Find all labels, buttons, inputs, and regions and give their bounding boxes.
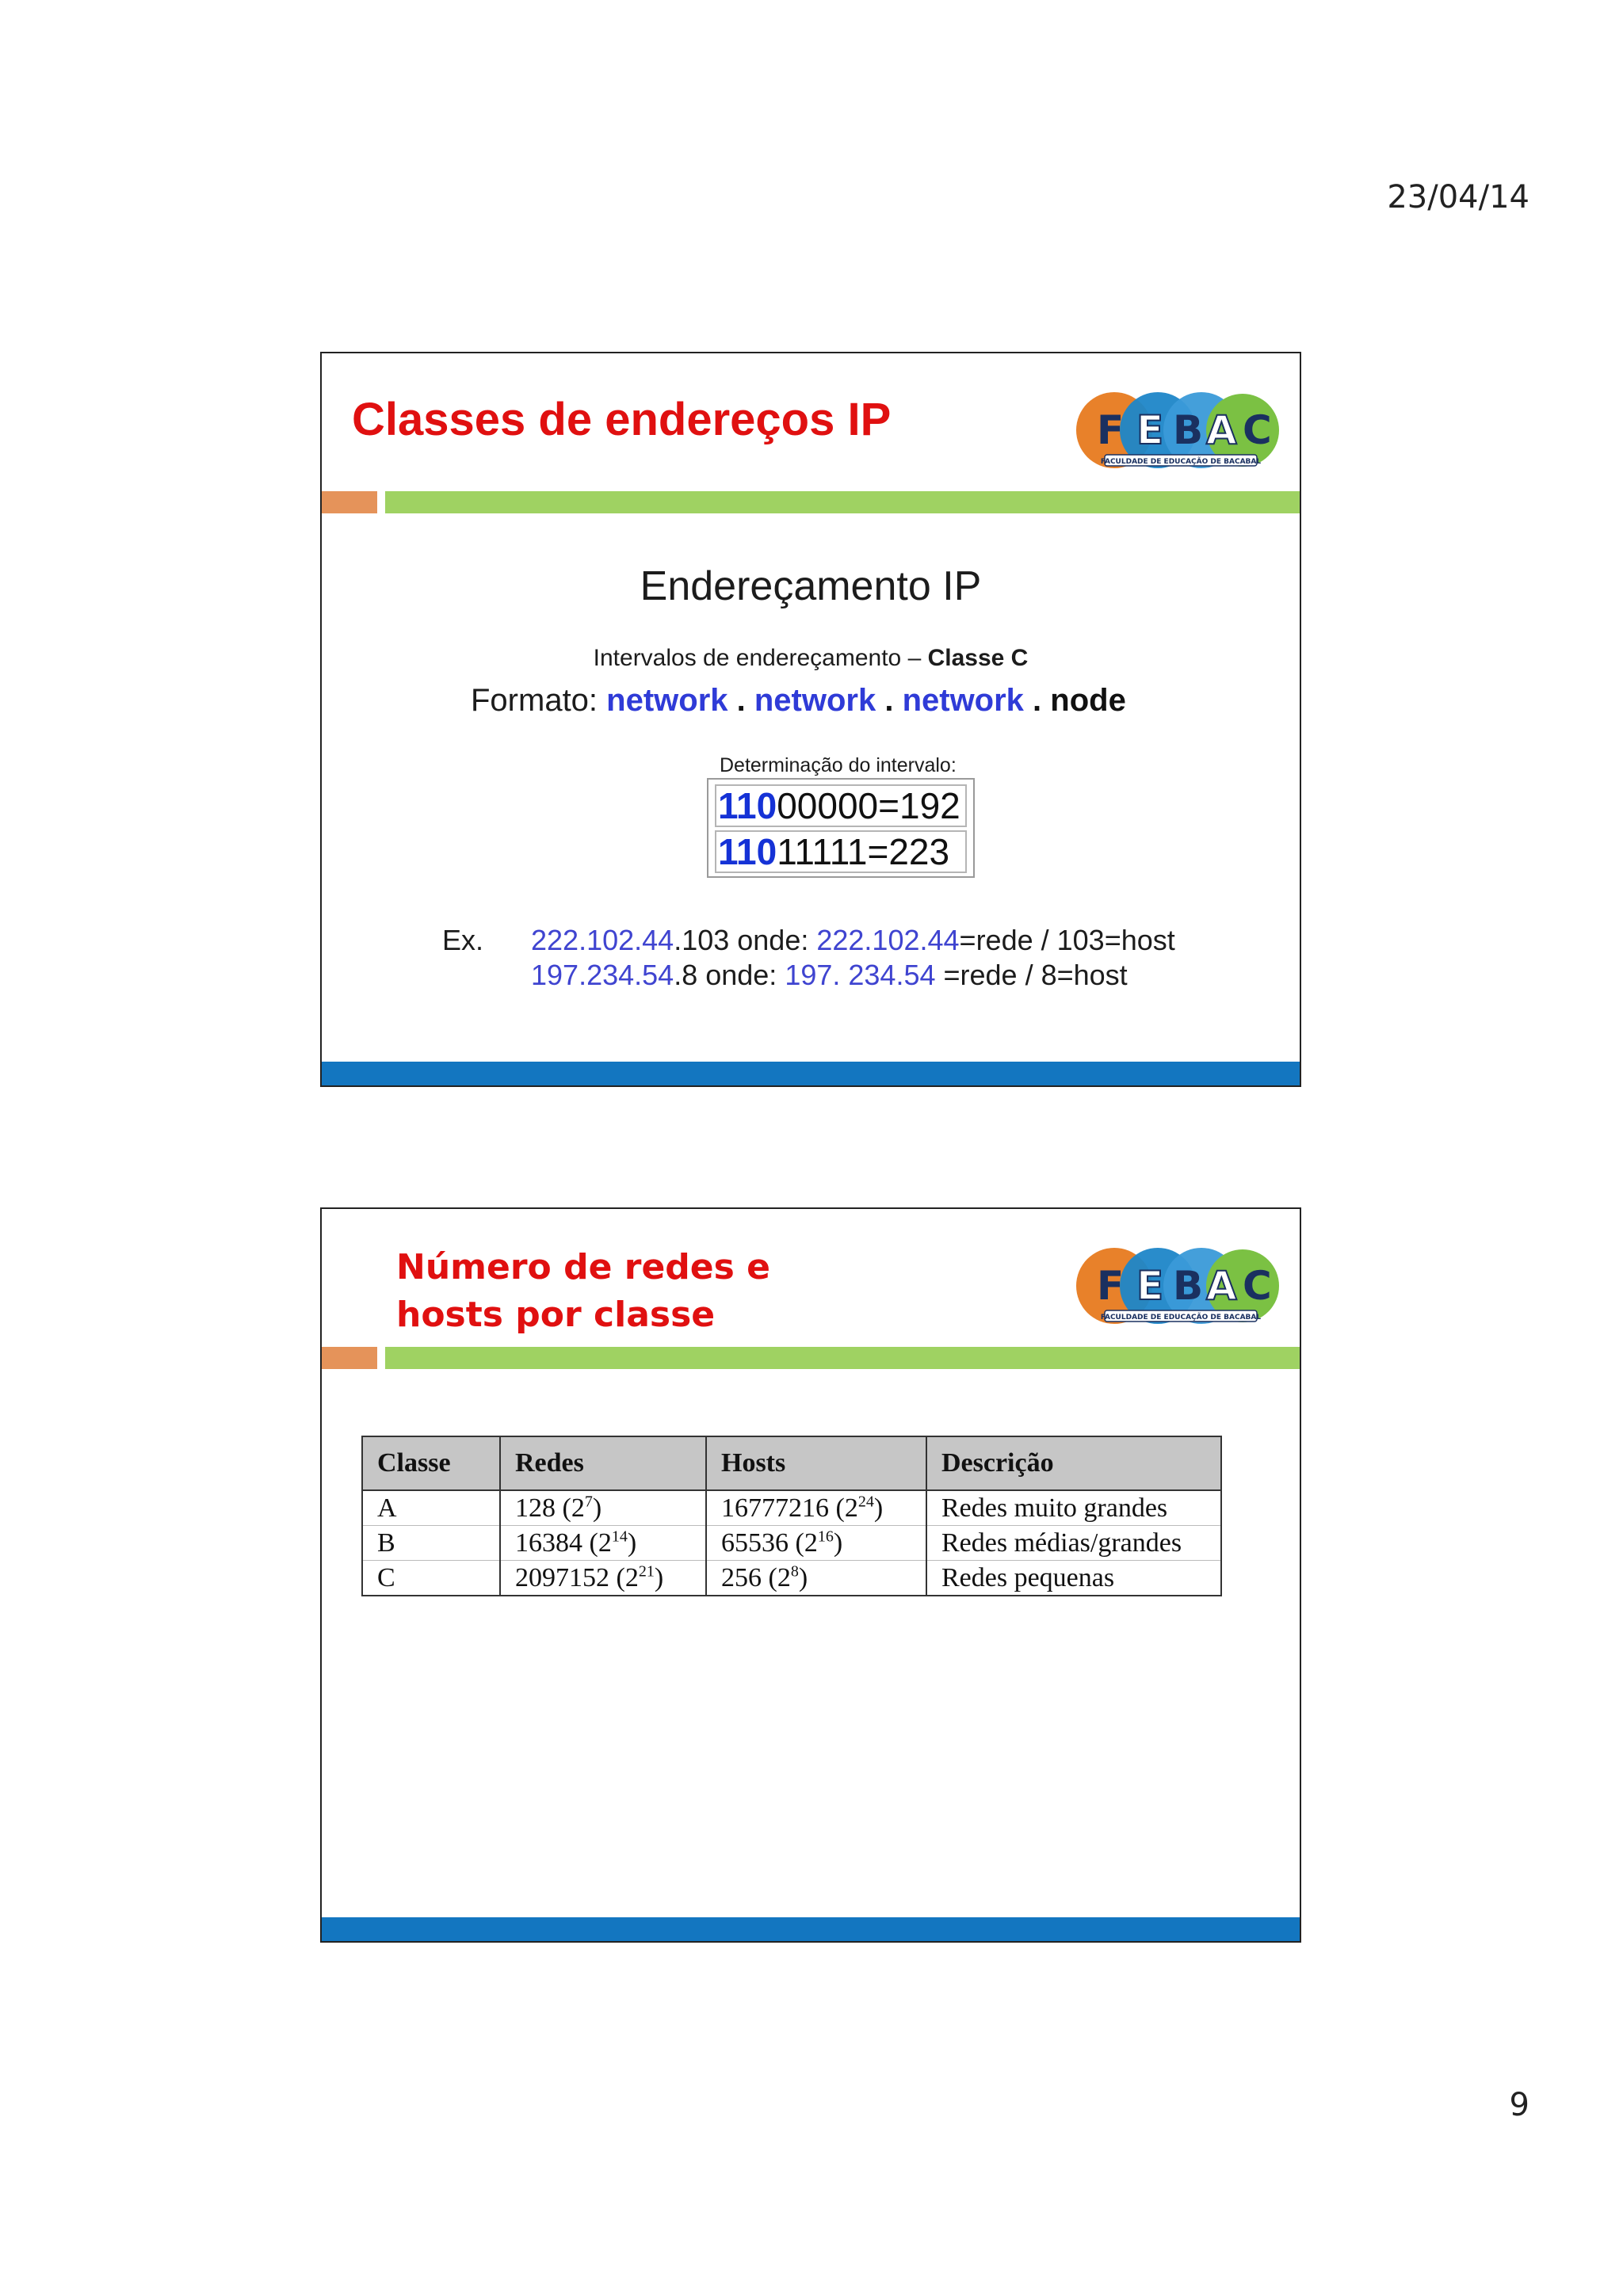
cell-descricao: Redes médias/grandes [926, 1526, 1221, 1561]
cell-redes: 2097152 $(2^{21})$ [500, 1561, 706, 1596]
logo-letter: C [1243, 1263, 1272, 1309]
slide-title: Classes de endereços IP [352, 394, 892, 445]
classes-table [361, 1436, 1222, 1596]
range-row: 11011111=223 [715, 830, 967, 873]
green-band [385, 1347, 1300, 1369]
slide-title: Número de redes e hosts por classe [396, 1247, 770, 1335]
table-header-row [362, 1436, 1221, 1490]
page-date: 23/04/14 [1387, 179, 1529, 215]
range-row: 11000000=192 [715, 784, 967, 827]
cell-classe: A [362, 1490, 500, 1526]
column-header: Classe [362, 1436, 500, 1490]
table-row [362, 1526, 1221, 1561]
logo-letter: E [1136, 1263, 1164, 1309]
column-header: Redes [500, 1436, 706, 1490]
cell-classe: B [362, 1526, 500, 1561]
format-line: Formato: network . network . network . node [471, 683, 1126, 718]
cell-descricao: Redes pequenas [926, 1561, 1221, 1596]
febac-logo [1075, 387, 1281, 478]
range-box [707, 778, 975, 878]
logo-caption: FACULDADE DE EDUCAÇÃO DE BACABAL [1100, 458, 1262, 466]
slide-heading: Endereçamento IP [640, 563, 982, 609]
logo-letter: A [1206, 1263, 1237, 1309]
blue-footer-band [322, 1062, 1300, 1085]
cell-hosts: 16777216 $(2^{24})$ [706, 1490, 926, 1526]
logo-caption: FACULDADE DE EDUCAÇÃO DE BACABAL [1100, 1314, 1262, 1322]
logo-letter: F [1097, 1263, 1125, 1309]
cell-hosts: 256 $(2^8)$ [706, 1561, 926, 1596]
green-band [385, 491, 1300, 513]
blue-footer-band [322, 1917, 1300, 1941]
cell-redes: 16384 $(2^{14})$ [500, 1526, 706, 1561]
slide-redes-hosts [320, 1207, 1301, 1943]
cell-classe: C [362, 1561, 500, 1596]
example-label: Ex. [442, 924, 484, 956]
slide-classes-ip [320, 352, 1301, 1087]
example-line: 197.234.54.8 onde: 197. 234.54 =rede / 8=host [531, 959, 1128, 991]
example-line: 222.102.44.103 onde: 222.102.44=rede / 103=host [531, 924, 1175, 956]
table-row [362, 1490, 1221, 1526]
cell-descricao: Redes muito grandes [926, 1490, 1221, 1526]
logo-letter: E [1136, 407, 1164, 453]
page-number: 9 [1509, 2087, 1529, 2123]
logo-letter: B [1173, 407, 1204, 453]
determination-label: Determinação do intervalo: [720, 754, 957, 776]
logo-letter: B [1173, 1263, 1204, 1309]
intervals-line: Intervalos de endereçamento – Classe C [593, 645, 1029, 671]
logo-letter: C [1243, 407, 1272, 453]
column-header: Descrição [926, 1436, 1221, 1490]
cell-redes: 128 $(2^7)$ [500, 1490, 706, 1526]
column-header: Hosts [706, 1436, 926, 1490]
logo-letter: A [1206, 407, 1237, 453]
cell-hosts: 65536 $(2^{16})$ [706, 1526, 926, 1561]
orange-band [322, 491, 377, 513]
table-row [362, 1561, 1221, 1596]
orange-band [322, 1347, 377, 1369]
febac-logo [1075, 1242, 1281, 1333]
logo-letter: F [1097, 407, 1125, 453]
